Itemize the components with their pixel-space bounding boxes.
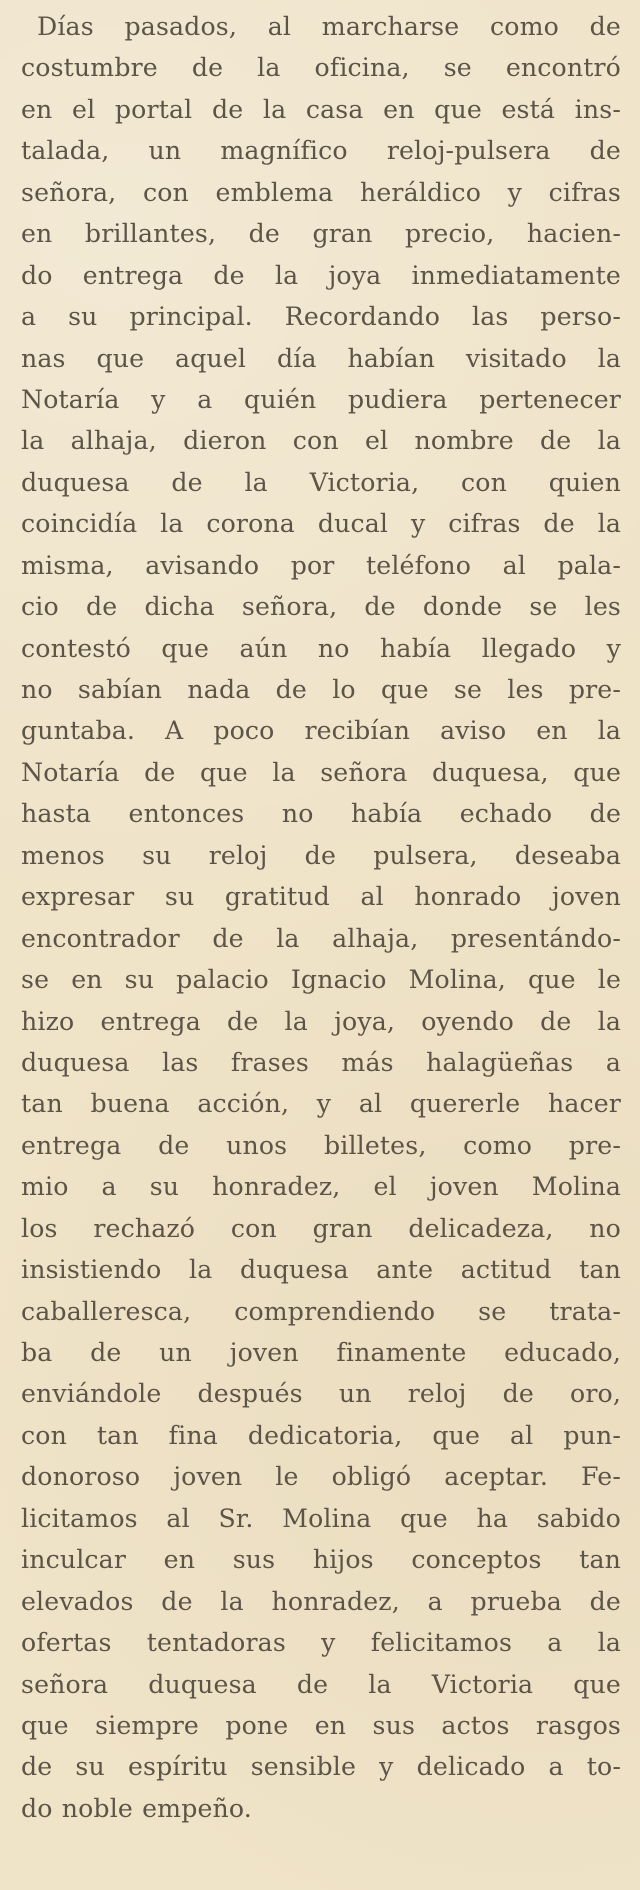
- text-line-43: de su espíritu sensible y delicado a to-: [21, 1752, 621, 1782]
- text-line-32: caballeresca, comprendiendo se trata-: [21, 1296, 621, 1326]
- text-line-38: inculcar en sus hijos conceptos tan: [21, 1545, 621, 1575]
- text-line-11: la alhaja, dieron con el nombre de la: [21, 426, 621, 456]
- text-line-19: Notaría de que la señora duquesa, que: [21, 757, 621, 787]
- text-line-16: contestó que aún no había llegado y: [21, 633, 621, 663]
- text-line-26: duquesa las frases más halagüeñas a: [21, 1047, 621, 1077]
- text-line-12: duquesa de la Victoria, con quien: [21, 467, 621, 497]
- text-line-20: hasta entonces no había echado de: [21, 799, 621, 829]
- text-line-17: no sabían nada de lo que se les pre-: [21, 675, 621, 704]
- text-line-34: enviándole después un reloj de oro,: [21, 1379, 621, 1409]
- text-line-33: ba de un joven finamente educado,: [21, 1338, 621, 1367]
- text-line-13: coincidía la corona ducal y cifras de la: [21, 509, 621, 539]
- text-line-21: menos su reloj de pulsera, deseaba: [21, 840, 621, 870]
- text-line-22: expresar su gratitud al honrado joven: [21, 882, 621, 912]
- text-line-9: nas que aquel día habían visitado la: [21, 343, 621, 373]
- text-line-4: talada, un magnífico reloj-pulsera de: [21, 136, 621, 166]
- text-line-1: Días pasados, al marcharse como de: [37, 12, 621, 41]
- text-line-39: elevados de la honradez, a prueba de: [21, 1586, 621, 1616]
- text-line-8: a su principal. Recordando las perso-: [21, 302, 621, 332]
- text-line-5: señora, con emblema heráldico y cifras: [21, 177, 621, 207]
- text-line-23: encontrador de la alhaja, presentándo-: [21, 923, 621, 953]
- text-line-14: misma, avisando por teléfono al pala-: [21, 550, 621, 580]
- text-line-42: que siempre pone en sus actos rasgos: [21, 1710, 621, 1740]
- text-line-25: hizo entrega de la joya, oyendo de la: [21, 1006, 621, 1036]
- text-line-44: do noble empeño.: [21, 1793, 252, 1823]
- text-line-27: tan buena acción, y al quererle hacer: [21, 1089, 621, 1119]
- text-line-2: costumbre de la oficina, se encontró: [21, 53, 621, 83]
- text-line-30: los rechazó con gran delicadeza, no: [21, 1213, 621, 1243]
- text-line-15: cio de dicha señora, de donde se les: [21, 592, 621, 622]
- text-line-40: ofertas tentadoras y felicitamos a la: [21, 1628, 621, 1658]
- text-line-6: en brillantes, de gran precio, hacien-: [21, 219, 621, 249]
- text-line-28: entrega de unos billetes, como pre-: [21, 1130, 621, 1160]
- text-line-7: do entrega de la joya inmediatamente: [21, 260, 621, 290]
- text-line-41: señora duquesa de la Victoria que: [21, 1669, 621, 1699]
- text-line-31: insistiendo la duquesa ante actitud tan: [21, 1255, 621, 1285]
- text-line-18: guntaba. A poco recibían aviso en la: [21, 716, 621, 746]
- text-line-35: con tan fina dedicatoria, que al pun-: [21, 1420, 621, 1450]
- text-line-10: Notaría y a quién pudiera pertenecer: [21, 384, 621, 414]
- text-line-3: en el portal de la casa en que está ins-: [21, 94, 621, 124]
- text-line-24: se en su palacio Ignacio Molina, que le: [21, 965, 621, 995]
- text-line-37: licitamos al Sr. Molina que ha sabido: [21, 1503, 621, 1533]
- article-body: [21, 6, 621, 1829]
- text-line-36: donoroso joven le obligó aceptar. Fe-: [21, 1462, 621, 1492]
- text-line-29: mio a su honradez, el joven Molina: [21, 1172, 621, 1202]
